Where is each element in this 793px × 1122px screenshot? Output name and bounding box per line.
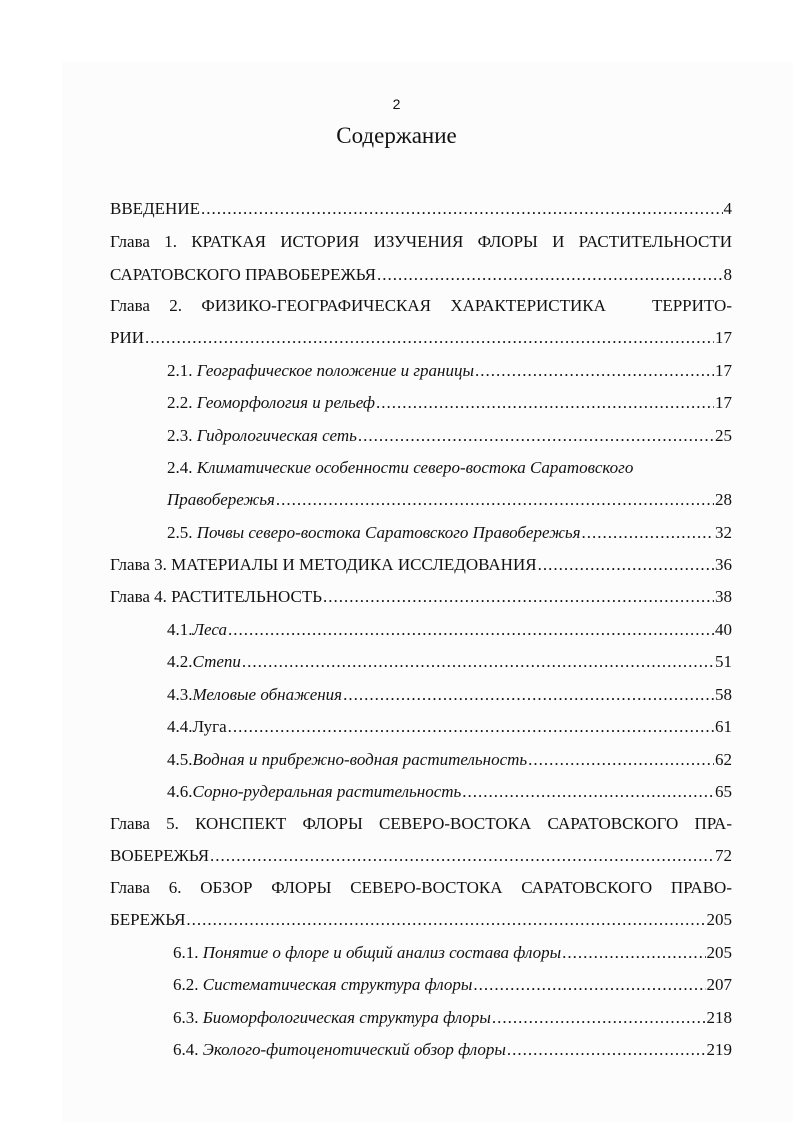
dot-leader [186,909,705,931]
toc-section-number: 4.3. [167,685,193,704]
toc-section-number: 2.1. [167,361,193,380]
toc-entry-title: Леса [192,620,227,639]
dot-leader [376,392,714,414]
toc-entry-ch3[interactable] [110,554,732,576]
dot-leader [358,425,714,447]
toc-entry-title: Географическое положение и границы [196,361,474,380]
toc-entry-4-5[interactable] [167,749,732,771]
toc-entry-title: Глава 1. КРАТКАЯ ИСТОРИЯ ИЗУЧЕНИЯ ФЛОРЫ И РАСТИТЕЛЬНОСТИ [110,232,732,251]
toc-entry-6-1[interactable] [173,942,732,964]
toc-entry-title: Биоморфологическая структура флоры [202,1008,491,1027]
page-number: 2 [392,96,401,112]
toc-page-number: 61 [715,717,732,736]
toc-entry-title: Понятие о флоре и общий анализ состава флоры [202,943,562,962]
toc-section-number: 2.5. [167,523,193,542]
dot-leader [201,198,723,220]
toc-entry-title: Климатические особенности северо-востока Саратовского [196,458,634,477]
toc-section-number: 6.1. [173,943,199,962]
toc-entry-title: ВВЕДЕНИЕ [110,199,200,218]
toc-entry-title: Луга [192,717,227,736]
toc-page-number: 51 [715,652,732,671]
toc-entry-ch2[interactable] [110,327,732,349]
toc-entry-title: Степи [192,652,241,671]
toc-entry-title: Глава 2. ФИЗИКО-ГЕОГРАФИЧЕСКАЯ ХАРАКТЕРИСТИКА [110,296,606,315]
page-title: Содержание [336,123,457,148]
toc-page-number: 65 [715,782,732,801]
toc-page-number: 36 [715,555,732,574]
toc-entry-ch5-line1[interactable] [110,813,732,835]
toc-entry-ch4[interactable] [110,586,732,608]
toc-entry-6-3[interactable] [173,1007,732,1029]
toc-entry-ch1-line1[interactable] [110,231,732,253]
toc-entry-title: Эколого-фитоценотический обзор флоры [202,1040,506,1059]
toc-page-number: 28 [715,490,732,509]
dot-leader [323,586,714,608]
dot-leader [377,264,723,286]
toc-page-number: 219 [706,1040,732,1059]
toc-page-number: 8 [723,265,732,284]
toc-entry-2-2[interactable] [167,392,732,414]
toc-entry-title-cont: ВОБЕРЕЖЬЯ [110,846,210,865]
toc-page-number: 58 [715,685,732,704]
toc-entry-4-6[interactable] [167,781,732,803]
toc-section-number: 6.2. [173,975,199,994]
dot-leader [210,845,714,867]
toc-page-number: 62 [715,750,732,769]
dot-leader [228,619,714,641]
toc-entry-4-1[interactable] [167,619,732,641]
toc-entry-title-cont: САРАТОВСКОГО ПРАВОБЕРЕЖЬЯ [110,265,376,284]
dot-leader [528,749,714,771]
dot-leader [276,489,714,511]
toc-entry-4-4[interactable] [167,716,732,738]
toc-entry-ch5[interactable] [110,845,732,867]
toc-entry-title: Глава 5. КОНСПЕКТ ФЛОРЫ СЕВЕРО-ВОСТОКА САРАТОВСКОГО ПРА- [110,814,732,833]
toc-page-number: 32 [715,523,732,542]
toc-entry-title: Водная и прибрежно-водная растительность [192,750,528,769]
dot-leader [582,522,714,544]
toc-entry-2-1[interactable] [167,360,732,382]
toc-entry-title: Гидрологическая сеть [196,426,357,445]
toc-page-number: 72 [715,846,732,865]
toc-entry-2-4[interactable] [167,489,732,511]
toc-page-number: 38 [715,587,732,606]
toc-section-number: 2.4. [167,458,193,477]
toc-entry-title-cont: БЕРЕЖЬЯ [110,910,186,929]
toc-entry-ch2-line1[interactable] [110,295,732,317]
toc-page-number: 207 [706,975,732,994]
toc-entry-title: Систематическая структура флоры [202,975,473,994]
toc-entry-2-4-line1[interactable] [167,457,732,479]
toc-page-number: 17 [715,361,732,380]
toc-entry-ch6[interactable] [110,909,732,931]
toc-entry-title: Геоморфология и рельеф [196,393,375,412]
toc-entry-intro[interactable] [110,198,732,220]
dot-leader [228,716,714,738]
toc-section-number: 4.4. [167,717,193,736]
toc-page-number: 17 [715,393,732,412]
dot-leader [507,1039,706,1061]
dot-leader [492,1007,706,1029]
toc-entry-title: Почвы северо-востока Саратовского Правобережья [196,523,581,542]
toc-section-number: 6.3. [173,1008,199,1027]
dot-leader [343,684,714,706]
toc-entry-title-cont: РИИ [110,328,145,347]
dot-leader [242,651,714,673]
toc-section-number: 4.6. [167,782,193,801]
toc-entry-title: Сорно-рудеральная растительность [192,782,462,801]
dot-leader [473,974,705,996]
toc-page-number: 205 [706,910,732,929]
toc-section-number: 2.2. [167,393,193,412]
toc-entry-title: Глава 6. ОБЗОР ФЛОРЫ СЕВЕРО-ВОСТОКА САРАТОВСКОГО ПРАВО- [110,878,732,897]
toc-section-number: 4.2. [167,652,193,671]
dot-leader [562,942,705,964]
toc-entry-6-2[interactable] [173,974,732,996]
toc-section-number: 6.4. [173,1040,199,1059]
toc-entry-ch6-line1[interactable] [110,877,732,899]
dot-leader [145,327,714,349]
toc-entry-title: Меловые обнажения [192,685,343,704]
toc-page-number: 17 [715,328,732,347]
dot-leader [475,360,714,382]
toc-entry-ch1[interactable] [110,264,732,286]
toc-entry-6-4[interactable] [173,1039,732,1061]
toc-page-number: 40 [715,620,732,639]
toc-page-number: 218 [706,1008,732,1027]
toc-entry-title: Глава 3. МАТЕРИАЛЫ И МЕТОДИКА ИССЛЕДОВАНИЯ [110,555,537,574]
toc-entry-4-2[interactable] [167,651,732,673]
toc-entry-title: Глава 4. РАСТИТЕЛЬНОСТЬ [110,587,322,606]
dot-leader [462,781,714,803]
toc-entry-title-hyphenated: ТЕРРИТО- [651,296,732,315]
toc-section-number: 2.3. [167,426,193,445]
toc-section-number: 4.1. [167,620,193,639]
dot-leader [538,554,714,576]
toc-entry-title-cont: Правобережья [167,490,275,509]
toc-page-number: 4 [723,199,732,218]
toc-page-number: 25 [715,426,732,445]
toc-entry-2-3[interactable] [167,425,732,447]
toc-section-number: 4.5. [167,750,193,769]
toc-entry-4-3[interactable] [167,684,732,706]
toc-entry-2-5[interactable] [167,522,732,544]
toc-page-number: 205 [706,943,732,962]
